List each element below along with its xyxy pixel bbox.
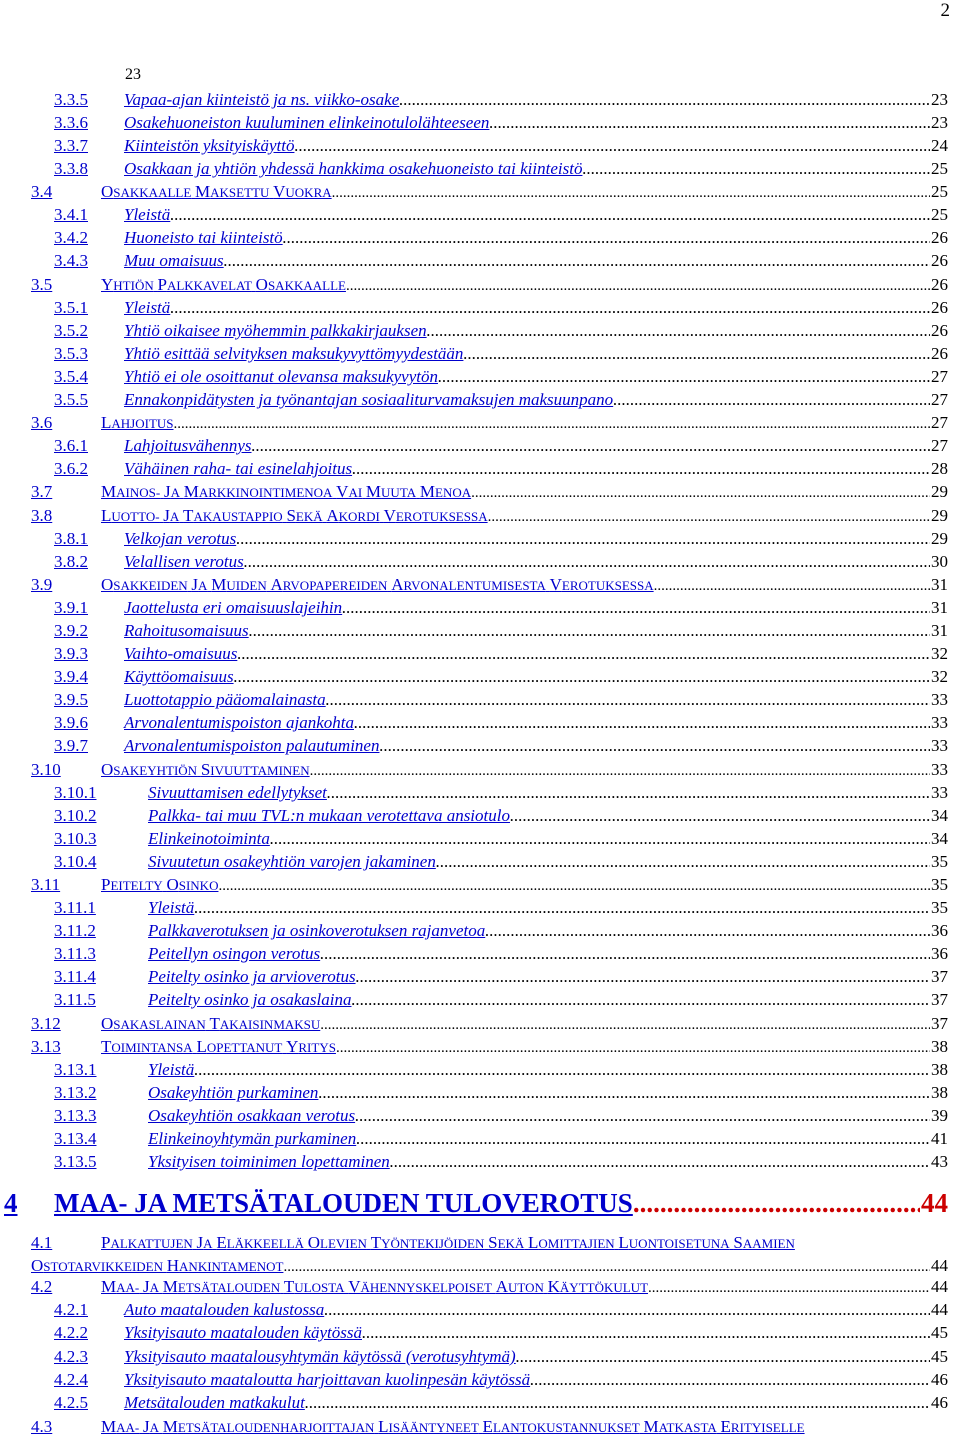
toc-entry-number[interactable]: 3.5 bbox=[31, 275, 53, 294]
toc-entry-page: 26 bbox=[931, 228, 948, 247]
leader-dots bbox=[654, 578, 930, 595]
toc-entry-page: 27 bbox=[931, 436, 948, 455]
toc-entry-number[interactable]: 3.10.2 bbox=[54, 806, 97, 825]
toc-entry-page: 44 bbox=[931, 1256, 948, 1275]
toc-entry-title[interactable]: Muu omaisuus bbox=[124, 251, 224, 270]
toc-entry-title[interactable]: Yhtiö oikaisee myöhemmin palkkakirjauksen bbox=[124, 321, 427, 340]
toc-entry-page: 32 bbox=[931, 644, 948, 663]
toc-entry-number[interactable]: 3.9.3 bbox=[54, 644, 88, 663]
toc-entry-title[interactable]: Metsätalouden matkakulut bbox=[124, 1393, 305, 1412]
toc-entry-number[interactable]: 3.9.4 bbox=[54, 667, 88, 686]
toc-entry-page: 30 bbox=[931, 552, 948, 571]
toc-entry-number[interactable]: 3.8 bbox=[31, 506, 53, 525]
toc-entry-title[interactable]: Elinkeinoyhtymän purkaminen bbox=[148, 1129, 357, 1148]
toc-entry-page: 43 bbox=[931, 1152, 948, 1171]
leader-dots bbox=[471, 485, 930, 502]
toc-entry-title[interactable]: PALKATTUJEN JA ELÄKKEELLÄ OLEVIEN TYÖNTEKIJÖIDEN SEKÄ LOMITTAJIEN LUONTOISETUNA SAAMIEN bbox=[101, 1233, 795, 1252]
toc-entry-page: 38 bbox=[931, 1083, 948, 1102]
toc-entry-title[interactable]: Jaottelusta eri omaisuuslajeihin bbox=[124, 598, 343, 617]
leader-dots bbox=[174, 416, 930, 433]
toc-entry-page: 44 bbox=[921, 1188, 948, 1218]
toc-entry-title[interactable]: Luottotappio pääomalainasta bbox=[124, 690, 326, 709]
toc-entry-number[interactable]: 3.3.8 bbox=[54, 159, 88, 178]
toc-entry-title[interactable]: OSAKKEIDEN JA MUIDEN ARVOPAPEREIDEN ARVONALENTUMISESTA VEROTUKSESSA bbox=[101, 575, 654, 594]
toc-entry-page: 33 bbox=[931, 736, 948, 755]
toc-entry-title[interactable]: Yksityisen toiminimen lopettaminen bbox=[148, 1152, 390, 1171]
toc-entry-number[interactable]: 3.4.2 bbox=[54, 228, 88, 247]
toc-entry-page: 25 bbox=[931, 159, 948, 178]
toc-entry-page: 27 bbox=[931, 390, 948, 409]
toc-entry-number[interactable]: 4.2.5 bbox=[54, 1393, 88, 1412]
toc-entry-number[interactable]: 3.5.3 bbox=[54, 344, 88, 363]
toc-entry-title[interactable]: Vähäinen raha- tai esinelahjoitus bbox=[124, 459, 353, 478]
toc-entry-title[interactable]: OSAKASLAINAN TAKAISINMAKSU bbox=[101, 1014, 321, 1033]
toc-entry-number[interactable]: 3.8.2 bbox=[54, 552, 88, 571]
toc-entry-title[interactable]: Arvonalentumispoiston ajankohta bbox=[124, 713, 354, 732]
toc-entry-number[interactable]: 4.1 bbox=[31, 1233, 53, 1252]
leader-dots bbox=[436, 852, 930, 872]
leader-dots bbox=[530, 1370, 930, 1390]
toc-entry-number[interactable]: 3.3.6 bbox=[54, 113, 88, 132]
toc-entry-title-cont[interactable]: OSTOTARVIKKEIDEN HANKINTAMENOT bbox=[31, 1256, 284, 1275]
leader-dots bbox=[356, 967, 930, 987]
toc-entry-title[interactable]: Yhtiö esittää selvityksen maksukyvyttömyydestään bbox=[124, 344, 464, 363]
toc-entry-number[interactable]: 3.11.1 bbox=[54, 898, 96, 917]
toc-entry-number[interactable]: 4.2.1 bbox=[54, 1300, 88, 1319]
toc-entry-title[interactable]: MAA- JA METSÄTALOUDENHARJOITTAJAN LISÄÄNTYNEET ELANTOKUSTANNUKSET MATKASTA ERITYISELLE bbox=[101, 1417, 805, 1436]
toc-entry-page: 37 bbox=[931, 967, 948, 986]
toc-entry-number[interactable]: 3.11 bbox=[31, 875, 61, 894]
toc-entry-page: 46 bbox=[931, 1393, 948, 1412]
leader-dots bbox=[237, 644, 930, 664]
stray-page-number: 23 bbox=[125, 66, 141, 83]
toc-entry-title[interactable]: Huoneisto tai kiinteistö bbox=[124, 228, 283, 247]
leader-dots bbox=[648, 1280, 930, 1297]
toc-entry-number[interactable]: 3.9.2 bbox=[54, 621, 88, 640]
toc-entry-page: 26 bbox=[931, 298, 948, 317]
toc-entry-title[interactable]: Osakkaan ja yhtiön yhdessä hankkima osakehuoneisto tai kiinteistö bbox=[124, 159, 583, 178]
leader-dots bbox=[283, 228, 930, 248]
toc-entry-page: 33 bbox=[931, 783, 948, 802]
toc-entry-title[interactable]: Auto maatalouden kalustossa bbox=[124, 1300, 325, 1319]
toc-entry-number[interactable]: 3.4.3 bbox=[54, 251, 88, 270]
toc-entry-title[interactable]: MAA- JA METSÄTALOUDEN TULOSTA VÄHENNYSKELPOISET AUTON KÄYTTÖKULUT bbox=[101, 1277, 649, 1296]
leader-dots bbox=[244, 552, 930, 572]
toc-entry-number[interactable]: 3.4 bbox=[31, 182, 53, 201]
toc-entry-title[interactable]: LAHJOITUS bbox=[101, 413, 174, 432]
leader-dots bbox=[438, 367, 930, 387]
toc-entry-title[interactable]: Osakehuoneiston kuuluminen elinkeinotulolähteeseen bbox=[124, 113, 490, 132]
toc-entry-page: 27 bbox=[931, 413, 948, 432]
toc-entry-title[interactable]: Ennakonpidätysten ja työnantajan sosiaaliturvamaksujen maksuunpano bbox=[124, 390, 614, 409]
leader-dots bbox=[346, 278, 930, 295]
leader-dots bbox=[352, 459, 930, 479]
leader-dots bbox=[516, 1347, 930, 1367]
toc-entry-page: 44 bbox=[931, 1300, 948, 1319]
toc-entry-title[interactable]: OSAKKAALLE MAKSETTU VUOKRA bbox=[101, 182, 332, 201]
leader-dots bbox=[320, 944, 930, 964]
toc-entry-number[interactable]: 3.9.5 bbox=[54, 690, 88, 709]
toc-entry-title[interactable]: Velallisen verotus bbox=[124, 552, 244, 571]
toc-entry-title[interactable]: Käyttöomaisuus bbox=[124, 667, 234, 686]
toc-entry-number[interactable]: 3.13.3 bbox=[54, 1106, 97, 1125]
leader-dots bbox=[218, 878, 930, 895]
leader-dots bbox=[485, 921, 930, 941]
toc-entry-title[interactable]: Rahoitusomaisuus bbox=[124, 621, 249, 640]
toc-entry-title[interactable]: Yksityisauto maatalousyhtymän käytössä (verotusyhtymä) bbox=[124, 1347, 516, 1366]
toc-entry-page: 35 bbox=[931, 852, 948, 871]
toc-entry-title[interactable]: Vapaa-ajan kiinteistö ja ns. viikko-osake bbox=[124, 90, 400, 109]
toc-entry-page: 45 bbox=[931, 1323, 948, 1342]
toc-entry-page: 41 bbox=[931, 1129, 948, 1148]
toc-entry-number[interactable]: 3.8.1 bbox=[54, 529, 88, 548]
leader-dots bbox=[336, 1040, 930, 1057]
toc-entry-page: 46 bbox=[931, 1370, 948, 1389]
page-number: 2 bbox=[940, 0, 950, 21]
leader-dots bbox=[399, 90, 930, 110]
toc-entry-page: 32 bbox=[931, 667, 948, 686]
toc-entry-title[interactable]: OSAKEYHTIÖN SIVUUTTAMINEN bbox=[101, 760, 310, 779]
leader-dots bbox=[326, 690, 930, 710]
toc-entry-title[interactable]: MAA- JA METSÄTALOUDEN TULOVEROTUS bbox=[54, 1188, 633, 1218]
leader-dots bbox=[294, 136, 930, 156]
leader-dots bbox=[362, 1323, 930, 1343]
toc-entry-number[interactable]: 3.11.3 bbox=[54, 944, 96, 963]
leader-dots bbox=[510, 806, 930, 826]
toc-entry-title[interactable]: Peitelty osinko ja osakaslaina bbox=[148, 990, 352, 1009]
toc-entry-title[interactable]: Yksityisauto maatalouden käytössä bbox=[124, 1323, 362, 1342]
toc-entry-number[interactable]: 3.11.4 bbox=[54, 967, 96, 986]
leader-dots bbox=[224, 251, 930, 271]
toc-entry-title[interactable]: Osakeyhtiön purkaminen bbox=[148, 1083, 319, 1102]
toc-entry-page: 36 bbox=[931, 944, 948, 963]
leader-dots bbox=[324, 1300, 930, 1320]
toc-entry-number[interactable]: 3.6.1 bbox=[54, 436, 88, 455]
leader-dots bbox=[427, 321, 930, 341]
toc-entry-page: 33 bbox=[931, 713, 948, 732]
toc-entry-page: 29 bbox=[931, 529, 948, 548]
toc-entry-number[interactable]: 3.3.7 bbox=[54, 136, 88, 155]
toc-entry-number[interactable]: 3.10.1 bbox=[54, 783, 97, 802]
leader-dots bbox=[320, 1017, 930, 1034]
toc-entry-title[interactable]: Palkka- tai muu TVL:n mukaan verotettava ansiotulo bbox=[148, 806, 510, 825]
leader-dots bbox=[234, 667, 930, 687]
leader-dots bbox=[390, 1152, 930, 1172]
toc-entry-page: 37 bbox=[931, 990, 948, 1009]
leader-dots bbox=[352, 990, 931, 1010]
leader-dots bbox=[310, 763, 930, 780]
toc-entry-page: 29 bbox=[931, 482, 948, 501]
toc-entry-title[interactable]: Yksityisauto maataloutta harjoittavan kuolinpesän käytössä bbox=[124, 1370, 531, 1389]
toc-entry-number[interactable]: 3.7 bbox=[31, 482, 53, 501]
toc-entry-number[interactable]: 3.9 bbox=[31, 575, 53, 594]
toc-entry-number[interactable]: 3.6 bbox=[31, 413, 53, 432]
leader-dots bbox=[170, 298, 930, 318]
toc-entry-page: 38 bbox=[931, 1060, 948, 1079]
leader-dots bbox=[194, 1060, 930, 1080]
toc-entry-title[interactable]: PEITELTY OSINKO bbox=[101, 875, 219, 894]
toc-entry-page: 31 bbox=[931, 575, 948, 594]
toc-entry-number[interactable]: 3.10 bbox=[31, 760, 61, 779]
toc-entry-number[interactable]: 3.13.2 bbox=[54, 1083, 97, 1102]
toc-entry-page: 27 bbox=[931, 367, 948, 386]
toc-entry-number[interactable]: 3.10.3 bbox=[54, 829, 97, 848]
toc-entry-page: 45 bbox=[931, 1347, 948, 1366]
toc-entry-number[interactable]: 3.5.5 bbox=[54, 390, 88, 409]
toc-entry-title[interactable]: Yhtiö ei ole osoittanut olevansa maksukyvytön bbox=[124, 367, 438, 386]
toc-entry-title[interactable]: Velkojan verotus bbox=[124, 529, 237, 548]
toc-entry-title[interactable]: Palkkaverotuksen ja osinkoverotuksen rajanvetoa bbox=[148, 921, 486, 940]
leader-dots bbox=[633, 1188, 920, 1219]
toc-entry-page: 26 bbox=[931, 275, 948, 294]
toc-entry-number[interactable]: 3.5.4 bbox=[54, 367, 88, 386]
leader-dots bbox=[355, 1106, 930, 1126]
toc-entry-page: 24 bbox=[931, 136, 948, 155]
toc-entry-title[interactable]: Sivuutetun osakeyhtiön varojen jakaminen bbox=[148, 852, 436, 871]
toc-entry-number[interactable]: 4.2.3 bbox=[54, 1347, 88, 1366]
toc-entry-number[interactable]: 4.2 bbox=[31, 1277, 53, 1296]
toc-entry-page: 31 bbox=[931, 621, 948, 640]
toc-entry-page: 34 bbox=[931, 829, 948, 848]
leader-dots bbox=[170, 205, 930, 225]
toc-entry-page: 39 bbox=[931, 1106, 948, 1125]
toc-entry-title[interactable]: Kiinteistön yksityiskäyttö bbox=[124, 136, 295, 155]
toc-entry-page: 25 bbox=[931, 205, 948, 224]
leader-dots bbox=[354, 713, 930, 733]
leader-dots bbox=[342, 598, 930, 618]
toc-entry-page: 26 bbox=[931, 251, 948, 270]
toc-entry-page: 33 bbox=[931, 760, 948, 779]
toc-entry-title[interactable]: Lahjoitusvähennys bbox=[124, 436, 252, 455]
toc-entry-page: 35 bbox=[931, 875, 948, 894]
toc-entry-page: 23 bbox=[931, 113, 948, 132]
toc-entry-number[interactable]: 3.13.4 bbox=[54, 1129, 97, 1148]
toc-entry-number[interactable]: 4.2.2 bbox=[54, 1323, 88, 1342]
leader-dots bbox=[305, 1393, 930, 1413]
toc-entry-title[interactable]: Sivuuttamisen edellytykset bbox=[148, 783, 327, 802]
leader-dots bbox=[613, 390, 930, 410]
toc-entry-title[interactable]: YHTIÖN PALKKAVELAT OSAKKAALLE bbox=[101, 275, 346, 294]
toc-entry-title[interactable]: Yleistä bbox=[124, 298, 171, 317]
leader-dots bbox=[194, 898, 930, 918]
toc-entry-title[interactable]: Yleistä bbox=[148, 898, 195, 917]
leader-dots bbox=[270, 829, 930, 849]
toc-entry-title[interactable]: Peitellyn osingon verotus bbox=[148, 944, 321, 963]
toc-entry-title[interactable]: Osakeyhtiön osakkaan verotus bbox=[148, 1106, 356, 1125]
toc-entry-page: 34 bbox=[931, 806, 948, 825]
toc-entry-number[interactable]: 3.9.7 bbox=[54, 736, 88, 755]
leader-dots bbox=[332, 185, 930, 202]
toc-entry-page: 25 bbox=[931, 182, 948, 201]
leader-dots bbox=[318, 1083, 930, 1103]
leader-dots bbox=[379, 736, 930, 756]
toc-entry-number[interactable]: 3.9.1 bbox=[54, 598, 88, 617]
toc-entry-title[interactable]: Peitelty osinko ja arvioverotus bbox=[148, 967, 356, 986]
toc-entry-title[interactable]: MAINOS- JA MARKKINOINTIMENOA VAI MUUTA MENOA bbox=[101, 482, 472, 501]
toc-entry-number[interactable]: 4.2.4 bbox=[54, 1370, 88, 1389]
toc-entry-page: 23 bbox=[931, 90, 948, 109]
toc-entry-page: 36 bbox=[931, 921, 948, 940]
toc-entry-title[interactable]: Yleistä bbox=[124, 205, 171, 224]
toc-entry-page: 31 bbox=[931, 598, 948, 617]
leader-dots bbox=[356, 1129, 930, 1149]
toc-entry-title[interactable]: Vaihto-omaisuus bbox=[124, 644, 238, 663]
leader-dots bbox=[489, 113, 930, 133]
toc-entry-title[interactable]: Yleistä bbox=[148, 1060, 195, 1079]
toc-entry-number[interactable]: 3.13.5 bbox=[54, 1152, 97, 1171]
toc-entry-number[interactable]: 3.5.2 bbox=[54, 321, 88, 340]
toc-entry-number[interactable]: 3.4.1 bbox=[54, 205, 88, 224]
toc-entry-page: 26 bbox=[931, 321, 948, 340]
leader-dots bbox=[236, 529, 930, 549]
toc-entry-page: 37 bbox=[931, 1014, 948, 1033]
toc-entry-number[interactable]: 3.11.5 bbox=[54, 990, 96, 1009]
toc-entry-number[interactable]: 3.11.2 bbox=[54, 921, 96, 940]
toc-entry-number[interactable]: 3.9.6 bbox=[54, 713, 88, 732]
leader-dots bbox=[327, 783, 930, 803]
leader-dots bbox=[249, 621, 930, 641]
toc-entry-page: 28 bbox=[931, 459, 948, 478]
toc-entry-number[interactable]: 3.13 bbox=[31, 1037, 61, 1056]
toc-entry-number[interactable]: 3.12 bbox=[31, 1014, 61, 1033]
toc-entry-number[interactable]: 3.6.2 bbox=[54, 459, 88, 478]
toc-entry-page: 44 bbox=[931, 1277, 948, 1296]
toc-entry-number[interactable]: 3.5.1 bbox=[54, 298, 88, 317]
leader-dots bbox=[252, 436, 931, 456]
leader-dots bbox=[283, 1259, 930, 1276]
toc-entry-page: 33 bbox=[931, 690, 948, 709]
toc-entry-number[interactable]: 4.3 bbox=[31, 1417, 53, 1436]
toc-entry-number[interactable]: 3.10.4 bbox=[54, 852, 97, 871]
toc-entry-title[interactable]: Arvonalentumispoiston palautuminen bbox=[124, 736, 380, 755]
toc-entry-number[interactable]: 3.3.5 bbox=[54, 90, 88, 109]
toc-entry-title[interactable]: Elinkeinotoiminta bbox=[148, 829, 270, 848]
toc-entry-title[interactable]: TOIMINTANSA LOPETTANUT YRITYS bbox=[101, 1037, 336, 1056]
toc-entry-number[interactable]: 4 bbox=[4, 1188, 18, 1218]
toc-entry-page: 29 bbox=[931, 506, 948, 525]
leader-dots bbox=[582, 159, 930, 179]
toc-entry-title[interactable]: LUOTTO- JA TAKAUSTAPPIO SEKÄ AKORDI VEROTUKSESSA bbox=[101, 506, 488, 525]
toc-entry-page: 26 bbox=[931, 344, 948, 363]
toc-entry-page: 35 bbox=[931, 898, 948, 917]
leader-dots bbox=[463, 344, 930, 364]
toc-entry-number[interactable]: 3.13.1 bbox=[54, 1060, 97, 1079]
leader-dots bbox=[488, 509, 930, 526]
toc-entry-page: 38 bbox=[931, 1037, 948, 1056]
